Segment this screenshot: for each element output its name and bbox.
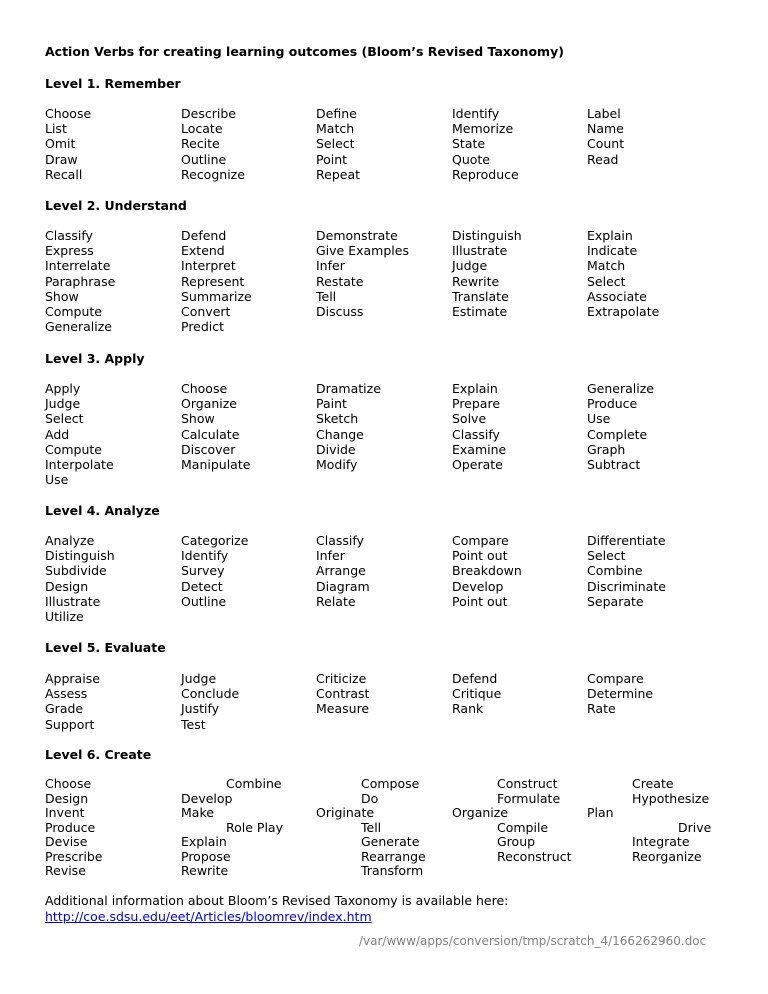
verb: Do <box>361 790 379 806</box>
verb: Classify <box>45 228 93 243</box>
verb: Select <box>587 548 626 564</box>
verb-row <box>45 579 725 594</box>
bloom-taxonomy-link[interactable]: http://coe.sdsu.edu/eet/Articles/bloomrev/index.htm <box>45 909 372 924</box>
verb: Produce <box>45 819 96 835</box>
verb: Judge <box>452 258 488 274</box>
verb: Infer <box>316 548 345 564</box>
verb: Compare <box>587 671 644 686</box>
verb: Generate <box>361 834 420 849</box>
verb: Identify <box>452 106 500 121</box>
verb-row <box>45 381 725 396</box>
verb: Reproduce <box>452 166 519 182</box>
verb: Match <box>587 258 626 274</box>
verb: Plan <box>587 805 614 820</box>
verb: Estimate <box>452 303 508 319</box>
verb: Explain <box>587 228 633 243</box>
verb: Calculate <box>181 426 240 442</box>
verb: Subtract <box>587 456 641 472</box>
verb: Defend <box>181 228 227 243</box>
verb: Rearrange <box>361 848 426 864</box>
verb: Organize <box>181 396 237 412</box>
verb: Detect <box>181 578 223 594</box>
verb: Diagram <box>316 578 370 594</box>
verb: Illustrate <box>452 243 508 259</box>
verb: Extend <box>181 243 225 259</box>
verb-row <box>45 609 725 624</box>
verb: Convert <box>181 303 231 319</box>
verb: Choose <box>181 381 228 396</box>
verb: Recite <box>181 136 220 152</box>
verb: Tell <box>316 288 337 304</box>
level-5-verb-grid <box>45 671 725 732</box>
verb: Compile <box>497 819 549 835</box>
verb: Infer <box>316 258 345 274</box>
verb-row <box>45 167 725 182</box>
verb: Interpolate <box>45 456 114 472</box>
verb: Manipulate <box>181 456 251 472</box>
level-3-verb-grid <box>45 381 725 487</box>
verb: Translate <box>452 288 509 304</box>
verb: Recognize <box>181 166 245 182</box>
verb: Indicate <box>587 243 638 259</box>
verb: Contrast <box>316 686 370 702</box>
verb: Relate <box>316 593 356 609</box>
verb: Point <box>316 151 348 167</box>
verb: Develop <box>181 790 233 806</box>
verb: Show <box>45 288 79 304</box>
verb: Role Play <box>226 819 283 835</box>
verb: Create <box>632 776 674 791</box>
verb-row <box>45 258 725 273</box>
verb: Label <box>587 106 621 121</box>
verb: Breakdown <box>452 563 522 579</box>
verb: Explain <box>181 834 227 849</box>
verb: Change <box>316 426 364 442</box>
verb-row <box>45 850 725 865</box>
verb: Outline <box>181 593 227 609</box>
verb-row <box>45 411 725 426</box>
verb: Locate <box>181 121 223 137</box>
verb: Test <box>181 716 206 732</box>
verb: Separate <box>587 593 644 609</box>
verb: Examine <box>452 441 507 457</box>
verb: Devise <box>45 834 88 849</box>
verb: Outline <box>181 151 227 167</box>
verb: Develop <box>452 578 504 594</box>
verb: Arrange <box>316 563 366 579</box>
verb-row <box>45 792 725 807</box>
verb: Analyze <box>45 533 95 548</box>
level-6-verb-grid <box>45 777 725 879</box>
verb: Paint <box>316 396 347 412</box>
verb: Appraise <box>45 671 100 686</box>
verb-row <box>45 319 725 334</box>
verb-row <box>45 228 725 243</box>
verb: Judge <box>45 396 81 412</box>
verb-row <box>45 563 725 578</box>
verb-row <box>45 533 725 548</box>
level-1-heading: Level 1. Remember <box>45 76 181 91</box>
verb-row <box>45 152 725 167</box>
verb: Omit <box>45 136 76 152</box>
verb: Distinguish <box>45 548 115 564</box>
verb: Originate <box>316 805 375 820</box>
verb: Differentiate <box>587 533 666 548</box>
level-6-heading: Level 6. Create <box>45 747 152 762</box>
verb: Combine <box>587 563 643 579</box>
verb: Propose <box>181 848 231 864</box>
verb: Dramatize <box>316 381 381 396</box>
verb: Interpret <box>181 258 236 274</box>
verb: Demonstrate <box>316 228 398 243</box>
verb: Subdivide <box>45 563 107 579</box>
verb: Transform <box>361 863 424 878</box>
verb-row <box>45 594 725 609</box>
level-2-verb-grid <box>45 228 725 334</box>
level-2-heading: Level 2. Understand <box>45 198 187 213</box>
verb: Drive <box>678 819 712 835</box>
verb: Measure <box>316 701 370 717</box>
verb: Design <box>45 578 89 594</box>
verb: Defend <box>452 671 498 686</box>
verb: Graph <box>587 441 626 457</box>
verb: Associate <box>587 288 647 304</box>
verb-row <box>45 457 725 472</box>
verb: Select <box>316 136 355 152</box>
verb: Apply <box>45 381 81 396</box>
verb: Invent <box>45 805 85 820</box>
verb: Interrelate <box>45 258 111 274</box>
verb-row <box>45 671 725 686</box>
verb: Recall <box>45 166 83 182</box>
verb: Utilize <box>45 608 84 624</box>
verb: Summarize <box>181 288 252 304</box>
verb: Use <box>45 472 69 488</box>
verb: Give Examples <box>316 243 409 259</box>
verb: Name <box>587 121 624 137</box>
verb: Make <box>181 805 214 820</box>
verb: Modify <box>316 456 358 472</box>
verb: Select <box>587 273 626 289</box>
verb: Add <box>45 426 70 442</box>
verb: Complete <box>587 426 648 442</box>
verb: Formulate <box>497 790 561 806</box>
verb: Support <box>45 716 95 732</box>
verb-row <box>45 864 725 879</box>
verb: Discriminate <box>587 578 666 594</box>
verb: Generalize <box>587 381 654 396</box>
verb: Construct <box>497 776 558 791</box>
verb-row <box>45 289 725 304</box>
verb: Combine <box>226 776 282 791</box>
verb: List <box>45 121 67 137</box>
verb-row <box>45 821 725 836</box>
verb: Represent <box>181 273 245 289</box>
verb: Extrapolate <box>587 303 660 319</box>
verb: Restate <box>316 273 364 289</box>
verb: Reconstruct <box>497 848 572 864</box>
verb: Criticize <box>316 671 367 686</box>
verb: Distinguish <box>452 228 522 243</box>
level-3-heading: Level 3. Apply <box>45 351 145 366</box>
verb: Choose <box>45 106 92 121</box>
verb: Reorganize <box>632 848 702 864</box>
verb: Classify <box>316 533 364 548</box>
verb-row <box>45 717 725 732</box>
verb: Count <box>587 136 625 152</box>
page-title: Action Verbs for creating learning outcomes (Bloom’s Revised Taxonomy) <box>45 44 564 59</box>
verb-row <box>45 396 725 411</box>
verb: Sketch <box>316 411 359 427</box>
verb: Memorize <box>452 121 514 137</box>
verb: Conclude <box>181 686 240 702</box>
verb: Express <box>45 243 94 259</box>
verb: Explain <box>452 381 498 396</box>
verb: Operate <box>452 456 503 472</box>
verb-row <box>45 548 725 563</box>
verb: Grade <box>45 701 84 717</box>
verb: Identify <box>181 548 229 564</box>
verb: Compare <box>452 533 509 548</box>
verb: Rewrite <box>181 863 229 878</box>
verb: Draw <box>45 151 78 167</box>
verb: Prescribe <box>45 848 103 864</box>
verb: Classify <box>452 426 500 442</box>
file-path-footer: /var/www/apps/conversion/tmp/scratch_4/166262960.doc <box>359 934 707 948</box>
verb: Group <box>497 834 536 849</box>
verb: Justify <box>181 701 220 717</box>
verb: Generalize <box>45 319 112 335</box>
verb: Use <box>587 411 611 427</box>
verb: Solve <box>452 411 487 427</box>
verb-row <box>45 472 725 487</box>
verb: Match <box>316 121 355 137</box>
verb: Integrate <box>632 834 690 849</box>
verb: Survey <box>181 563 225 579</box>
verb: Compute <box>45 441 103 457</box>
verb: Compose <box>361 776 420 791</box>
verb: Paraphrase <box>45 273 116 289</box>
verb: Critique <box>452 686 502 702</box>
verb-row <box>45 442 725 457</box>
verb: Organize <box>452 805 508 820</box>
verb: Show <box>181 411 215 427</box>
verb: Predict <box>181 319 225 335</box>
verb-row <box>45 136 725 151</box>
verb-row <box>45 274 725 289</box>
verb: Hypothesize <box>632 790 710 806</box>
verb: Point out <box>452 593 508 609</box>
verb-row <box>45 835 725 850</box>
verb-row <box>45 121 725 136</box>
verb: Assess <box>45 686 88 702</box>
verb: Repeat <box>316 166 361 182</box>
verb: Tell <box>361 819 382 835</box>
verb: Quote <box>452 151 491 167</box>
level-1-verb-grid <box>45 106 725 182</box>
verb: Choose <box>45 776 92 791</box>
verb: Rewrite <box>452 273 500 289</box>
verb: Point out <box>452 548 508 564</box>
level-4-verb-grid <box>45 533 725 624</box>
level-5-heading: Level 5. Evaluate <box>45 640 166 655</box>
verb: Compute <box>45 303 103 319</box>
verb-row <box>45 243 725 258</box>
verb-row <box>45 427 725 442</box>
verb: Illustrate <box>45 593 101 609</box>
verb: Revise <box>45 863 86 878</box>
verb-row <box>45 806 725 821</box>
verb: Design <box>45 790 89 806</box>
verb: Divide <box>316 441 356 457</box>
level-4-heading: Level 4. Analyze <box>45 503 160 518</box>
verb: Define <box>316 106 357 121</box>
verb-row <box>45 701 725 716</box>
verb: Discuss <box>316 303 364 319</box>
verb: Categorize <box>181 533 249 548</box>
footer-note: Additional information about Bloom’s Revised Taxonomy is available here: <box>45 893 509 908</box>
verb: Prepare <box>452 396 501 412</box>
verb: Rank <box>452 701 484 717</box>
verb-row <box>45 304 725 319</box>
verb: Produce <box>587 396 638 412</box>
verb: Discover <box>181 441 236 457</box>
verb: Select <box>45 411 84 427</box>
verb: State <box>452 136 486 152</box>
verb: Read <box>587 151 619 167</box>
verb: Rate <box>587 701 616 717</box>
verb-row <box>45 777 725 792</box>
verb-row <box>45 106 725 121</box>
verb: Determine <box>587 686 654 702</box>
verb-row <box>45 686 725 701</box>
verb: Describe <box>181 106 236 121</box>
verb: Judge <box>181 671 217 686</box>
